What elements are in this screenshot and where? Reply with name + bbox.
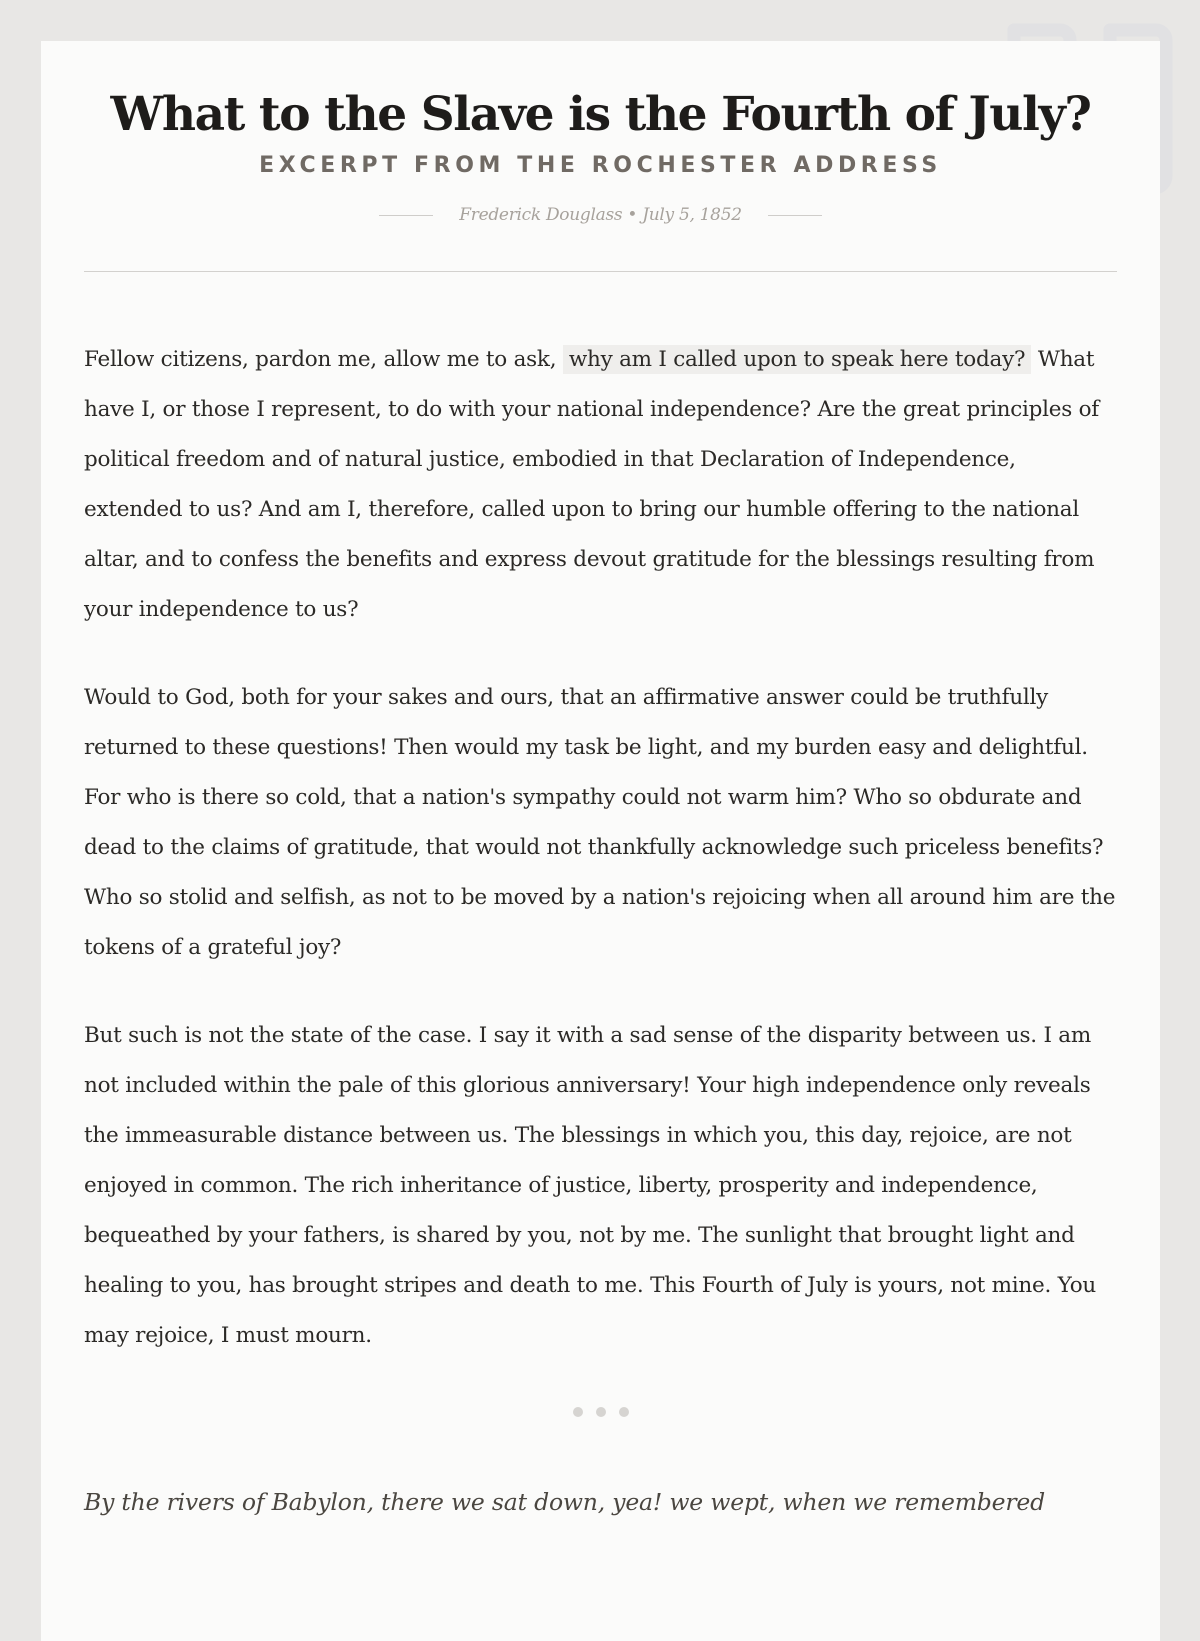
separator-dot	[596, 1407, 606, 1417]
paragraph-2: Would to God, both for your sakes and ours, that an affirmative answer could be truthfully returned to these questions! Then would my task be light, and my burden easy and delightful. For who is there so cold, that a nation's sympathy could not warm him? Who so obdurate and dead to the claims of gratitude, that would not thankfully acknowledge such priceless benefits? Who so stolid and selfish, as not to be moved by a nation's rejoicing when all around him are the tokens of a grateful joy?	[84, 685, 1116, 960]
separator-dot	[573, 1407, 583, 1417]
paragraph-1-lead: Fellow citizens, pardon me, allow me to ask,	[84, 347, 563, 372]
document-page	[41, 41, 1160, 1641]
byline: Frederick Douglass • July 5, 1852	[459, 205, 742, 225]
paragraph-3: But such is not the state of the case. I say it with a sad sense of the disparity between us. I am not included within the pale of this glorious anniversary! Your high independence only reveals the immeasurable distance between us. The blessings in which you, this day, rejoice, are not enjoyed in common. The rich inheritance of justice, liberty, prosperity and independence, bequeathed by your fathers, is shared by you, not by me. The sunlight that brought light and healing to you, has brought stripes and death to me. This Fourth of July is yours, not mine. You may rejoice, I must mourn.	[84, 1023, 1096, 1348]
separator-dot	[619, 1407, 629, 1417]
byline-rule-right	[768, 215, 822, 216]
closing-quote: By the rivers of Babylon, there we sat down, yea! we wept, when we remembered	[84, 1488, 1045, 1516]
header-divider	[84, 271, 1117, 272]
byline-rule-left	[379, 215, 433, 216]
highlighted-question: why am I called upon to speak here today?	[563, 345, 1031, 374]
byline-row	[84, 205, 1117, 225]
section-separator	[84, 1407, 1117, 1417]
paragraph-1-rest: What have I, or those I represent, to do with your national independence? Are the great principles of political freedom and of natural justice, embodied in that Declaration of Independence, extended to us? And am I, therefore, called upon to bring our humble offering to the national altar, and to confess the benefits and express devout gratitude for the blessings resulting from your independence to us?	[84, 347, 1100, 622]
page-subtitle: EXCERPT FROM THE ROCHESTER ADDRESS	[259, 153, 942, 178]
speech-body	[84, 335, 1117, 1361]
page-title: What to the Slave is the Fourth of July?	[110, 87, 1091, 142]
paragraph-1	[84, 335, 1117, 635]
